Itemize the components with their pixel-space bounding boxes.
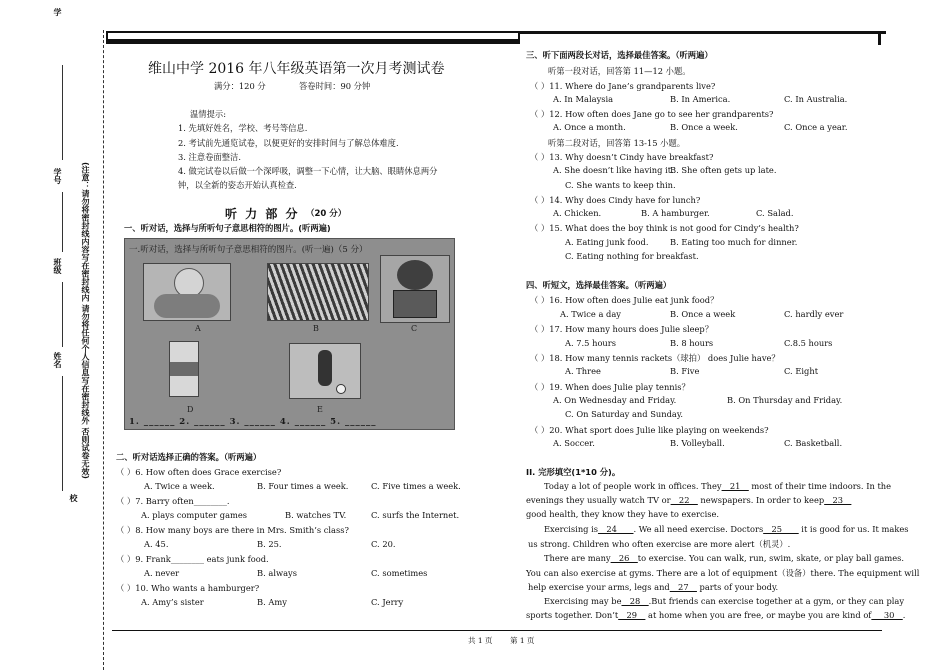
q15-option-b: B. Eating too much for dinner. [670, 237, 798, 247]
q19-question: （ ）19. When does Julie play tennis？ [530, 382, 690, 392]
q7-option-c: C. surfs the Internet. [371, 510, 460, 520]
q20-option-b: B. Volleyball. [670, 438, 725, 448]
margin-line-top [62, 65, 63, 160]
cloze-line-5: us strong. Children who often exercise are more alert（机灵）. [528, 539, 791, 549]
q16-question: （ ）16. How often does Julie eat junk food？ [530, 295, 719, 305]
cloze-line-4 [544, 524, 909, 534]
q8-option-b: B. 25. [257, 539, 282, 549]
picture-e-ball [336, 384, 346, 394]
margin-notice: (注意：请勿将密封线内容写在密封线内 请勿将任何个人信息写在密封线外 否则试卷无效) [81, 162, 90, 479]
q20-option-c: C. Basketball. [784, 438, 843, 448]
q9-option-a: A. never [144, 568, 180, 578]
q16-option-b: B. Once a week [670, 309, 736, 319]
footer-rule [112, 630, 882, 631]
cloze-blank-22: __22__ [670, 495, 698, 505]
section3-intro-2: 听第二段对话，回答第 13-15 小题。 [548, 138, 686, 148]
cloze-text: . [902, 610, 906, 620]
tip-4: 4. 做完试卷以后做一个深呼吸，调整一下心情，让大脑、眼睛休息两分 [178, 166, 438, 176]
q8-option-c: C. 20. [371, 539, 396, 549]
cloze-text: .But friends can exercise together at a gym, or they can play [648, 596, 905, 606]
cloze-text: newspapers. In order to keep [697, 495, 825, 505]
q14-option-b: B. A hamburger. [641, 208, 710, 218]
cloze-text: Exercising is [544, 524, 599, 534]
picture-label-d: D [187, 405, 194, 414]
q14-option-c: C. Salad. [756, 208, 794, 218]
q11-option-c: C. In Australia. [784, 94, 848, 104]
margin-label-xue: 学 [53, 8, 62, 16]
q18-question: （ ）18. How many tennis rackets（球拍） does Julie have？ [530, 353, 780, 363]
tip-1: 1. 先填好姓名，学校、考号等信息. [178, 123, 308, 133]
q6-option-b: B. Four times a week. [257, 481, 349, 491]
exam-title: 维山中学 2016 年八年级英语第一次月考测试卷 [148, 61, 445, 77]
q7-option-b: B. watches TV. [285, 510, 347, 520]
picture-label-a: A [195, 324, 201, 333]
picture-c-book [393, 290, 437, 318]
cloze-text: Exercising may be [544, 596, 622, 606]
cloze-blank-25: __25____ [763, 524, 799, 534]
picture-d [169, 341, 199, 397]
cloze-blank-24: __24____ [598, 524, 634, 534]
section4-title: 四、听短文，选择最佳答案。（听两遍） [526, 280, 672, 290]
q12-option-c: C. Once a year. [784, 122, 848, 132]
q17-question: （ ）17. How many hours does Julie sleep？ [530, 324, 714, 334]
section1-title: 一、听对话，选择与所听句子意思相符的图片。(听两遍) [124, 223, 331, 233]
q14-question: （ ）14. Why does Cindy have for lunch? [530, 195, 701, 205]
cloze-text: . We all need exercise. Doctors [633, 524, 764, 534]
footer-page-number: 第 1 页 [510, 636, 535, 645]
picture-label-c: C [411, 324, 418, 333]
q13-option-c: C. She wants to keep thin. [565, 180, 676, 190]
cloze-line-6 [544, 553, 904, 563]
q15-question: （ ）15. What does the boy think is not good for Cindy’s health? [530, 223, 799, 233]
cloze-title: II. 完形填空(1*10 分)。 [526, 467, 621, 477]
picture-d-stripe [170, 362, 198, 376]
cloze-text: it is good for us. It makes [798, 524, 909, 534]
q12-option-b: B. Once a week. [670, 122, 738, 132]
cloze-line-9 [544, 596, 904, 606]
cloze-line-3: good health, they know they have to exercise. [526, 509, 720, 519]
q19-option-c: C. On Saturday and Sunday. [565, 409, 684, 419]
q18-option-c: C. Eight [784, 366, 819, 376]
listening-points: （20 分） [306, 209, 347, 219]
q9-question: （ ）9. Frank________ eats junk food. [116, 554, 269, 564]
q16-option-c: C. hardly ever [784, 309, 844, 319]
listening-heading: 听 力 部 分 [225, 207, 300, 221]
q13-option-b: B. She often gets up late. [670, 165, 777, 175]
q10-option-a: A. Amy’s sister [141, 597, 204, 607]
q13-question: （ ）13. Why doesn’t Cindy have breakfast? [530, 152, 714, 162]
picture-c [380, 255, 450, 323]
margin-label-banji: 班级 [53, 258, 62, 274]
cloze-blank-28: __28__ [621, 596, 649, 606]
section3-intro-1: 听第一段对话，回答第 11—12 小题。 [548, 66, 691, 76]
full-score: 满分：120 分 [214, 81, 266, 91]
section2-title: 二、听对话选择正确的答案。（听两遍） [116, 452, 262, 462]
q7-question: （ ）7. Barry often________. [116, 496, 230, 506]
cloze-line-7: You can also exercise at gyms. There are a lot of equipment（设备）there. The equipment will [526, 568, 920, 578]
q7-option-a: A. plays computer games [141, 510, 248, 520]
cloze-blank-27: __27__ [669, 582, 697, 592]
cloze-blank-26: __26__ [610, 553, 638, 563]
picture-e-figure [318, 350, 332, 386]
cloze-blank-21: __21__ [721, 481, 749, 491]
q6-option-a: A. Twice a week. [144, 481, 215, 491]
margin-label-xuehao: 学号 [53, 168, 62, 184]
cloze-text: Today a lot of people work in offices. They [544, 481, 722, 491]
q11-option-b: B. In America. [670, 94, 731, 104]
tip-4-cont: 钟，以全新的姿态开始认真检查. [178, 180, 297, 190]
tip-2: 2. 考试前先通览试卷，以便更好的安排时间与了解总体难度. [178, 138, 399, 148]
q17-option-c: C.8.5 hours [784, 338, 833, 348]
picture-label-e: E [317, 405, 323, 414]
picture-c-head [397, 260, 433, 290]
picture-b [267, 263, 369, 321]
q20-option-a: A. Soccer. [553, 438, 595, 448]
picture-label-b: B [313, 324, 319, 333]
q10-option-b: B. Amy [257, 597, 287, 607]
top-rule-right [520, 31, 886, 34]
cloze-line-2 [526, 495, 851, 505]
cloze-text: evenings they usually watch TV or [526, 495, 671, 505]
q14-option-a: A. Chicken. [553, 208, 602, 218]
margin-label-xiao: 校 [69, 494, 78, 502]
q9-option-c: C. sometimes [371, 568, 428, 578]
q10-question: （ ）10. Who wants a hamburger? [116, 583, 260, 593]
cloze-blank-30: ___30__ [871, 610, 903, 620]
answer-blanks: 1. ______ 2. ______ 3. ______ 4. ______ 5. ______ [129, 417, 377, 427]
seal-dashed-line [103, 30, 104, 670]
q16-option-a: A. Twice a day [560, 309, 621, 319]
section3-title: 三、听下面两段长对话，选择最佳答案。（听两遍） [526, 50, 713, 60]
cloze-text: help exercise your arms, legs and [528, 582, 670, 592]
cloze-line-8 [528, 582, 778, 592]
cloze-text: There are many [544, 553, 611, 563]
q15-option-a: A. Eating junk food. [565, 237, 649, 247]
picture-matching-photo [124, 238, 455, 430]
q18-option-b: B. Five [670, 366, 700, 376]
q20-question: （ ）20. What sport does Julie like playing on weekends? [530, 425, 769, 435]
q15-option-c: C. Eating nothing for breakfast. [565, 251, 699, 261]
margin-line-3 [62, 282, 63, 347]
q10-option-c: C. Jerry [371, 597, 404, 607]
exam-time: 答卷时间：90 分钟 [299, 81, 371, 91]
top-rule-right-end [878, 31, 881, 45]
q9-option-b: B. always [257, 568, 297, 578]
tip-3: 3. 注意卷面整洁. [178, 152, 241, 162]
cloze-text: sports together. Don’t [526, 610, 619, 620]
q11-option-a: A. In Malaysia [553, 94, 614, 104]
q19-option-b: B. On Thursday and Friday. [727, 395, 843, 405]
q13-option-a: A. She doesn’t like having it. [553, 165, 674, 175]
picture-a [143, 263, 231, 321]
cloze-text: parts of your body. [696, 582, 779, 592]
q12-option-a: A. Once a month. [553, 122, 626, 132]
top-rule-left [106, 31, 520, 44]
footer-total-pages: 共 1 页 [468, 636, 493, 645]
q11-question: （ ）11. Where do Jane’s grandparents live? [530, 81, 716, 91]
margin-line-4 [62, 376, 63, 491]
q6-option-c: C. Five times a week. [371, 481, 461, 491]
q17-option-b: B. 8 hours [670, 338, 714, 348]
tips-heading: 温情提示: [190, 109, 226, 119]
cloze-text: most of their time indoors. In the [748, 481, 892, 491]
margin-label-xingming: 姓名 [53, 352, 62, 368]
margin-line-2 [62, 192, 63, 252]
cloze-line-10 [526, 610, 905, 620]
q6-question: （ ）6. How often does Grace exercise? [116, 467, 282, 477]
cloze-text: to exercise. You can walk, run, swim, skate, or play ball games. [637, 553, 905, 563]
photo-caption: 一.听对话，选择与所听句子意思相符的图片。(听一遍)（5 分） [129, 245, 368, 255]
picture-e [289, 343, 361, 399]
q8-question: （ ）8. How many boys are there in Mrs. Smith’s class? [116, 525, 349, 535]
cloze-line-1 [544, 481, 891, 491]
cloze-blank-23: __23__ [824, 495, 852, 505]
q12-question: （ ）12. How often does Jane go to see her grandparents? [530, 109, 774, 119]
picture-a-body [154, 294, 220, 318]
cloze-text: at home when you are free, or maybe you are kind of [645, 610, 872, 620]
q18-option-a: A. Three [565, 366, 601, 376]
q17-option-a: A. 7.5 hours [565, 338, 617, 348]
cloze-blank-29: __29__ [618, 610, 646, 620]
q19-option-a: A. On Wednesday and Friday. [553, 395, 677, 405]
q8-option-a: A. 45. [144, 539, 169, 549]
